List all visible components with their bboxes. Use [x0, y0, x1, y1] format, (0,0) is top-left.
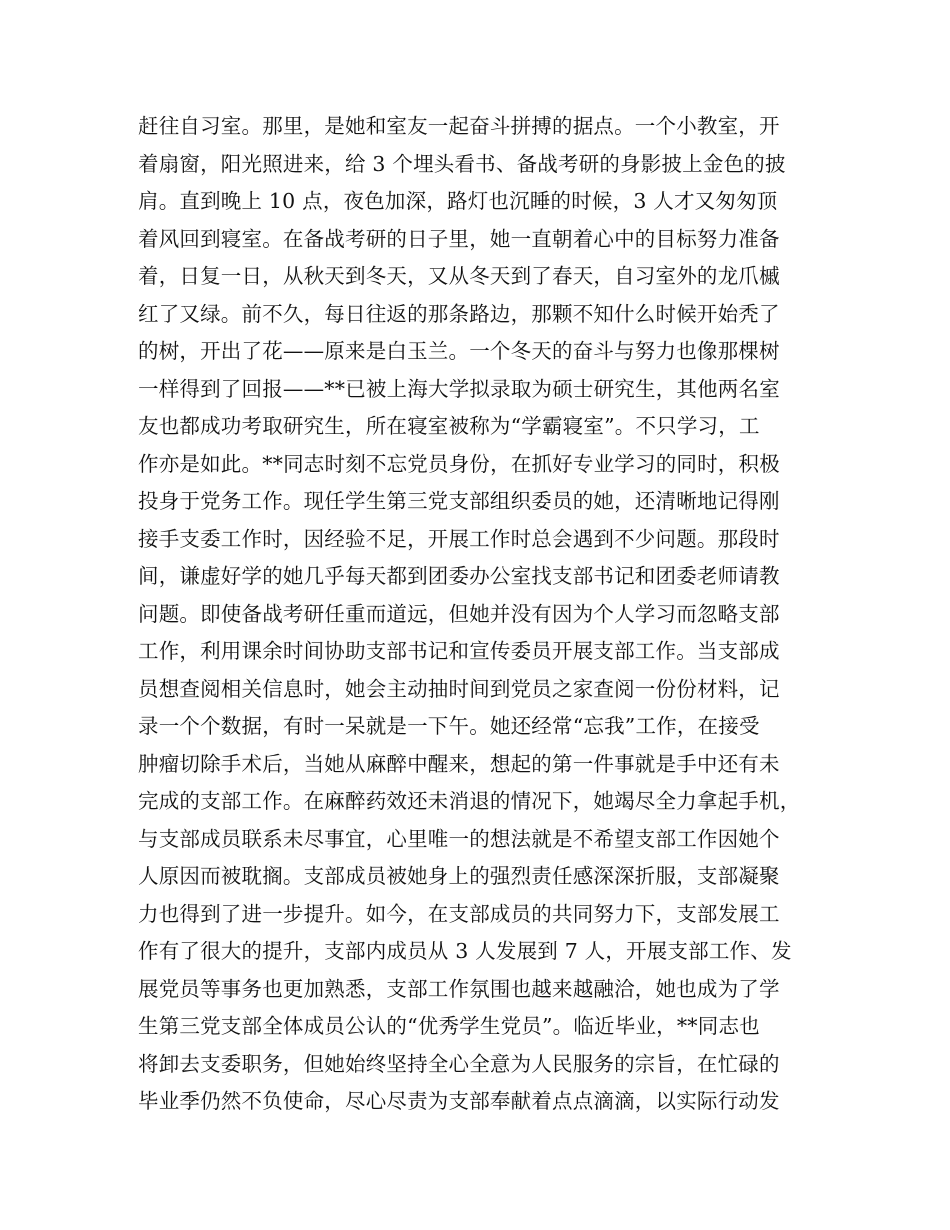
text-line: 间，谦虚好学的她几乎每天都到团委办公室找支部书记和团委老师请教 [138, 564, 780, 588]
text-line: 红了又绿。前不久，每日往返的那条路边，那颗不知什么时候开始秃了 [138, 301, 780, 326]
text-line: 作有了很大的提升，支部内成员从 3 人发展到 7 人，开展支部工作、发 [138, 939, 792, 963]
text-line: 与支部成员联系未尽事宜，心里唯一的想法就是不希望支部工作因她个 [138, 826, 780, 851]
text-line: 问题。即使备战考研任重而道远，但她并没有因为个人学习而忽略支部 [138, 601, 780, 626]
text-line: 作亦是如此。**同志时刻不忘党员身份，在抓好专业学习的同时，积极 [138, 451, 780, 476]
text-line: 展党员等事务也更加熟悉，支部工作氛围也越来越融洽，她也成为了学 [138, 976, 780, 1001]
text-line: 接手支委工作时，因经验不足，开展工作时总会遇到不少问题。那段时 [138, 526, 780, 551]
text-line: 肿瘤切除手术后，当她从麻醉中醒来，想起的第一件事就是手中还有未 [138, 751, 780, 776]
text-line: 着扇窗，阳光照进来，给 3 个埋头看书、备战考研的身影披上金色的披 [138, 151, 786, 176]
text-line: 一样得到了回报——**已被上海大学拟录取为硕士研究生，其他两名室 [138, 376, 780, 401]
text-line: 着风回到寝室。在备战考研的日子里，她一直朝着心中的目标努力准备 [138, 226, 780, 251]
text-line: 生第三党支部全体成员公认的“优秀学生党员”。临近毕业，**同志也 [138, 1014, 760, 1038]
text-line: 毕业季仍然不负使命，尽心尽责为支部奉献着点点滴滴，以实际行动发 [138, 1089, 780, 1113]
text-line: 投身于党务工作。现任学生第三党支部组织委员的她，还清晰地记得刚 [138, 489, 780, 513]
text-line: 工作，利用课余时间协助支部书记和宣传委员开展支部工作。当支部成 [138, 639, 780, 663]
text-line: 员想查阅相关信息时，她会主动抽时间到党员之家查阅一份份材料，记 [138, 676, 780, 701]
text-line: 着，日复一日，从秋天到冬天，又从冬天到了春天，自习室外的龙爪槭 [138, 264, 780, 288]
text-line: 人原因而被耽搁。支部成员被她身上的强烈责任感深深折服，支部凝聚 [138, 864, 780, 888]
text-line: 力也得到了进一步提升。如今，在支部成员的共同努力下，支部发展工 [138, 901, 780, 926]
text-line: 录一个个数据，有时一呆就是一下午。她还经常“忘我”工作，在接受 [138, 714, 760, 738]
text-line: 完成的支部工作。在麻醉药效还未消退的情况下，她竭尽全力拿起手机， [138, 789, 801, 813]
text-line: 的树，开出了花——原来是白玉兰。一个冬天的奋斗与努力也像那棵树 [138, 339, 780, 363]
text-line: 将卸去支委职务，但她始终坚持全心全意为人民服务的宗旨，在忙碌的 [138, 1051, 780, 1076]
body-paragraph [138, 108, 818, 1121]
text-line: 肩。直到晚上 10 点，夜色加深，路灯也沉睡的时候，3 人才又匆匆顶 [138, 189, 778, 213]
text-line: 友也都成功考取研究生，所在寝室被称为“学霸寝室”。不只学习，工 [138, 414, 760, 438]
text-line: 赶往自习室。那里，是她和室友一起奋斗拼搏的据点。一个小教室，开 [138, 114, 780, 138]
